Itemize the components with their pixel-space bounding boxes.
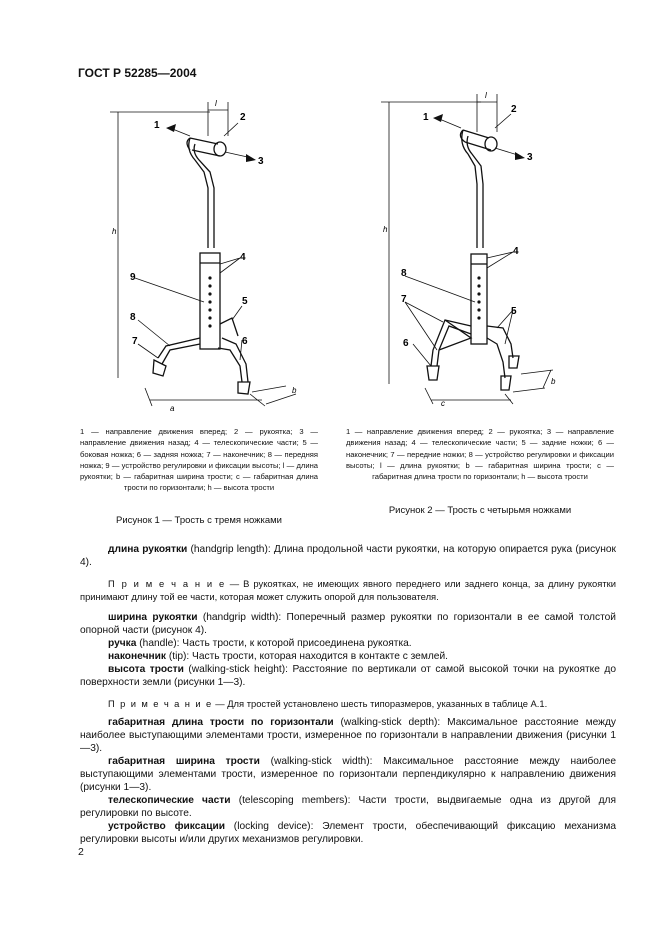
fig1-label-l: l: [215, 99, 217, 108]
figure-1-drawing: [100, 88, 330, 418]
def-handle: ручка (handle): Часть трости, к которой присоединена рукоятка.: [108, 638, 412, 649]
definitions-body: [80, 543, 616, 846]
figure-2: [375, 88, 605, 418]
note-sizes: П р и м е ч а н и е — Для тростей установлено шесть типоразмеров, указанных в таблице А.1.: [108, 698, 548, 709]
def-telescoping-members: телескопические части (telescoping members): Части трости, выдвигаемые одна из другой для регулировки по высоте.: [80, 795, 616, 819]
fig1-label-6: 6: [242, 336, 248, 347]
def-walking-stick-height: высота трости (walking-stick height): Расстояние по вертикали от самой высокой точки на рукоятке до поверхности земли (рисунки 1—3).: [80, 664, 616, 688]
def-handgrip-width: ширина рукоятки (handgrip width): Поперечный размер рукоятки по горизонтали в ее самой толстой опорной части (рисунок 4).: [80, 612, 616, 636]
fig2-label-8: 8: [401, 268, 407, 279]
fig2-label-h: h: [383, 225, 388, 234]
fig1-label-9: 9: [130, 272, 136, 283]
fig1-label-8: 8: [130, 312, 136, 323]
def-walking-stick-width: габаритная ширина трости (walking-stick width): Максимальное расстояние между наиболее выступающими элементами трости, измеренное по горизонтали перпендикулярно к направлению движения (рисунки 1—3).: [80, 756, 617, 793]
def-handgrip-length: длина рукоятки (handgrip length): Длина продольной части рукоятки, на которую опирается рука (рисунок 4).: [80, 544, 617, 568]
fig2-label-4: 4: [513, 246, 519, 257]
fig1-label-5: 5: [242, 296, 248, 307]
fig1-label-4: 4: [240, 252, 246, 263]
figure-2-drawing: [375, 88, 605, 418]
def-locking-device: устройство фиксации (locking device): Элемент трости, обеспечивающий фиксацию механизма регулировки высоты и/или других механизмов регулировки.: [80, 821, 616, 845]
def-tip: наконечник (tip): Часть трости, которая находится в контакте с землей.: [108, 651, 448, 662]
figure-1-caption: Рисунок 1 — Трость с тремя ножками: [116, 515, 282, 526]
fig2-label-c: c: [441, 399, 445, 408]
figure-2-caption: Рисунок 2 — Трость с четырьмя ножками: [388, 505, 572, 516]
fig1-label-3: 3: [258, 156, 264, 167]
fig2-label-l: l: [485, 91, 487, 100]
fig1-label-1: 1: [154, 120, 160, 131]
fig2-label-3: 3: [527, 152, 533, 163]
fig2-label-6: 6: [403, 338, 409, 349]
fig1-label-7: 7: [132, 336, 138, 347]
note-handgrip-length: П р и м е ч а н и е — В рукоятках, не имеющих явного переднего или заднего конца, за длину рукоятки принимают длину той ее части, которая может служить опорой для пользователя.: [80, 578, 616, 602]
figure-2-legend: 1 — направление движения вперед; 2 — рукоятка; 3 — направление движения назад; 4 — телескопические части; 5 — задние ножки; 6 — наконечник; 7 — передние ножки; 8 — устройство регулировки и фиксации высоты; l — длина рукоятки; b — габаритная ширина трости; c — габаритная длина трости по горизонтали; h — высота трости: [346, 427, 614, 482]
fig1-label-a: a: [170, 404, 175, 413]
def-walking-stick-depth: габаритная длина трости по горизонтали (walking-stick depth): Максимальное расстояние между наиболее выступающими элементами трости, измеренное по горизонтали в направлении движения (рисунки 1—3).: [80, 717, 616, 754]
fig2-label-1: 1: [423, 112, 429, 123]
fig2-label-7: 7: [401, 294, 407, 305]
document-header: ГОСТ Р 52285—2004: [78, 66, 197, 80]
figure-1: [100, 88, 330, 418]
fig2-label-5: 5: [511, 306, 517, 317]
fig2-label-2: 2: [511, 104, 517, 115]
fig1-label-2: 2: [240, 112, 246, 123]
fig2-label-b: b: [551, 377, 556, 386]
fig1-label-h: h: [112, 227, 117, 236]
page-number: 2: [78, 846, 84, 858]
figure-1-legend: 1 — направление движения вперед; 2 — рукоятка; 3 — направление движения назад; 4 — телескопические части; 5 — боковая ножка; 6 — задняя ножка; 7 — наконечник; 8 — передняя ножка; 9 — устройство регулировки и фиксации высоты; l — длина рукоятки; b — габаритная ширина трости; c — габаритная длина трости по горизонтали; h — высота трости: [80, 427, 318, 493]
fig1-label-b: b: [292, 386, 297, 395]
